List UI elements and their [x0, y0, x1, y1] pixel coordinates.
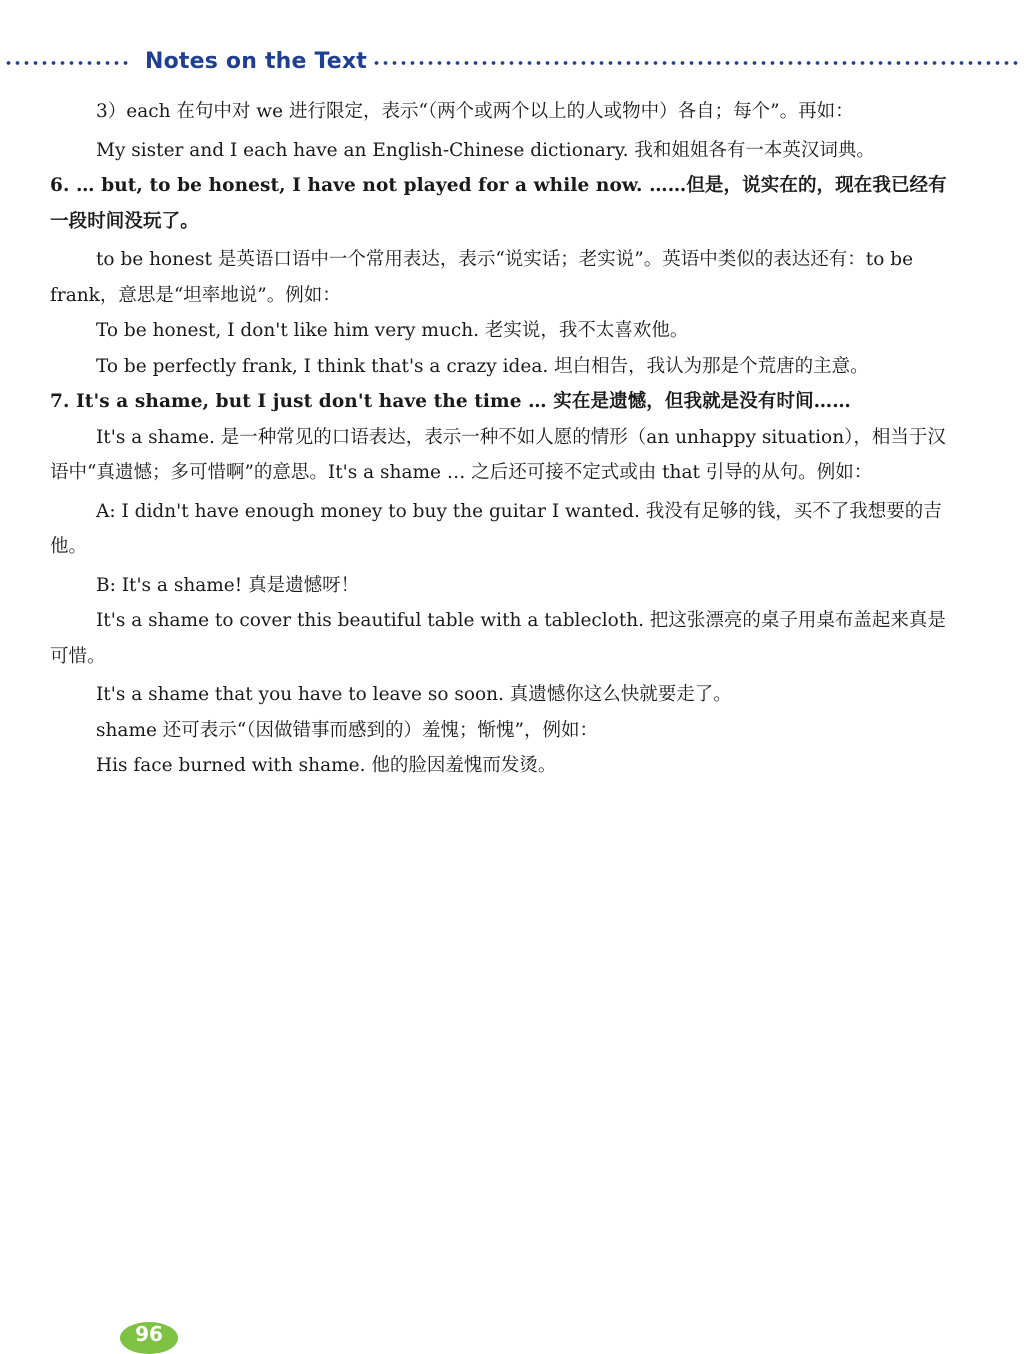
example-dialogue-b: B: It's a shame! 真是遗憾呀！: [96, 574, 360, 596]
example-sentence: It's a shame to cover this beautiful table with a tablecloth. 把这张漂亮的桌子用桌布盖起来真是可惜。: [50, 610, 946, 667]
note-paragraph: 3）each 在句中对 we 进行限定，表示“（两个或两个以上的人或物中）各自；每个”。再如：: [96, 101, 854, 122]
note-paragraph: It's a shame. 是一种常见的口语表达，表示一种不如人愿的情形（an unhappy situation），相当于汉语中“真遗憾；多可惜啊”的意思。It's a shame … 之后还可接不定式或由 that 引导的从句。例如：: [50, 426, 946, 483]
note-paragraph: to be honest 是英语口语中一个常用表达，表示“说实话；老实说”。英语中类似的表达还有：to be frank，意思是“坦率地说”。例如：: [50, 249, 914, 306]
example-sentence: To be perfectly frank, I think that's a crazy idea. 坦白相告，我认为那是个荒唐的主意。: [96, 355, 869, 377]
header-dots-right: [372, 60, 1020, 66]
example-sentence: My sister and I each have an English-Chinese dictionary. 我和姐姐各有一本英汉词典。: [96, 139, 875, 161]
note-heading-7: 7. It's a shame, but I just don't have the time … 实在是遗憾，但我就是没有时间……: [50, 391, 851, 412]
section-title: Notes on the Text: [145, 49, 368, 74]
example-dialogue-a: A: I didn't have enough money to buy the guitar I wanted. 我没有足够的钱，买不了我想要的吉他。: [50, 500, 942, 557]
page-number-badge: 96: [120, 1322, 178, 1354]
section-header: [0, 48, 1024, 78]
notes-content: [50, 94, 960, 784]
note-paragraph: shame 还可表示“（因做错事而感到的）羞愧；惭愧”，例如：: [96, 719, 598, 741]
example-sentence: It's a shame that you have to leave so soon. 真遗憾你这么快就要走了。: [96, 684, 732, 705]
note-heading-6: 6. … but, to be honest, I have not played for a while now. ……但是，说实在的，现在我已经有一段时间没玩了。: [50, 175, 947, 232]
example-sentence: His face burned with shame. 他的脸因羞愧而发烫。: [96, 755, 557, 776]
example-sentence: To be honest, I don't like him very much. 老实说，我不太喜欢他。: [96, 320, 689, 341]
header-dots-left: [4, 60, 130, 66]
